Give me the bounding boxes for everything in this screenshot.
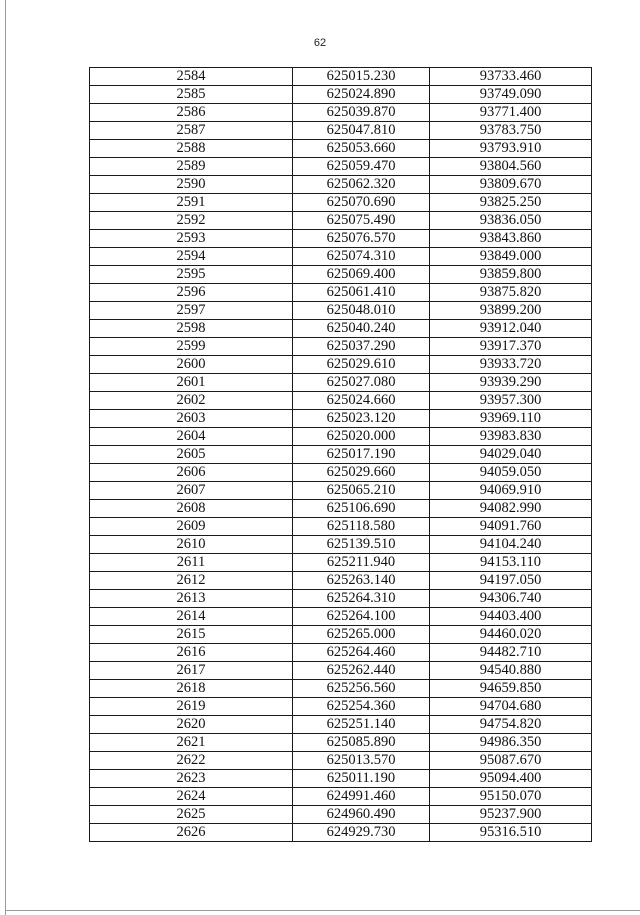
x-coordinate-cell: 625013.570 — [293, 752, 430, 770]
table-row — [90, 428, 592, 446]
y-coordinate-cell: 94091.760 — [430, 518, 592, 536]
x-coordinate-cell: 625118.580 — [293, 518, 430, 536]
point-number-cell: 2587 — [90, 122, 293, 140]
x-coordinate-cell: 625065.210 — [293, 482, 430, 500]
y-coordinate-cell: 94754.820 — [430, 716, 592, 734]
x-coordinate-cell: 625074.310 — [293, 248, 430, 266]
x-coordinate-cell: 625069.400 — [293, 266, 430, 284]
x-coordinate-cell: 625085.890 — [293, 734, 430, 752]
point-number-cell: 2612 — [90, 572, 293, 590]
table-row — [90, 770, 592, 788]
x-coordinate-cell: 625053.660 — [293, 140, 430, 158]
table-row — [90, 122, 592, 140]
x-coordinate-cell: 625264.460 — [293, 644, 430, 662]
y-coordinate-cell: 93983.830 — [430, 428, 592, 446]
x-coordinate-cell: 625027.080 — [293, 374, 430, 392]
point-number-cell: 2611 — [90, 554, 293, 572]
y-coordinate-cell: 93836.050 — [430, 212, 592, 230]
point-number-cell: 2598 — [90, 320, 293, 338]
table-row — [90, 554, 592, 572]
point-number-cell: 2592 — [90, 212, 293, 230]
page-number: 62 — [313, 37, 327, 49]
y-coordinate-cell: 93825.250 — [430, 194, 592, 212]
table-row — [90, 464, 592, 482]
y-coordinate-cell: 93969.110 — [430, 410, 592, 428]
point-number-cell: 2601 — [90, 374, 293, 392]
y-coordinate-cell: 93809.670 — [430, 176, 592, 194]
x-coordinate-cell: 625059.470 — [293, 158, 430, 176]
table-row — [90, 482, 592, 500]
y-coordinate-cell: 94059.050 — [430, 464, 592, 482]
table-row — [90, 662, 592, 680]
x-coordinate-cell: 625037.290 — [293, 338, 430, 356]
point-number-cell: 2610 — [90, 536, 293, 554]
y-coordinate-cell: 93957.300 — [430, 392, 592, 410]
x-coordinate-cell: 625251.140 — [293, 716, 430, 734]
point-number-cell: 2626 — [90, 824, 293, 842]
y-coordinate-cell: 94704.680 — [430, 698, 592, 716]
table-row — [90, 446, 592, 464]
table-row — [90, 626, 592, 644]
point-number-cell: 2609 — [90, 518, 293, 536]
table-row — [90, 572, 592, 590]
point-number-cell: 2624 — [90, 788, 293, 806]
table-row — [90, 284, 592, 302]
x-coordinate-cell: 625062.320 — [293, 176, 430, 194]
y-coordinate-cell: 93917.370 — [430, 338, 592, 356]
point-number-cell: 2597 — [90, 302, 293, 320]
table-row — [90, 500, 592, 518]
y-coordinate-cell: 93939.290 — [430, 374, 592, 392]
x-coordinate-cell: 625029.660 — [293, 464, 430, 482]
point-number-cell: 2585 — [90, 86, 293, 104]
point-number-cell: 2588 — [90, 140, 293, 158]
point-number-cell: 2589 — [90, 158, 293, 176]
table-row — [90, 68, 592, 86]
point-number-cell: 2590 — [90, 176, 293, 194]
x-coordinate-cell: 625024.660 — [293, 392, 430, 410]
table-row — [90, 518, 592, 536]
y-coordinate-cell: 93783.750 — [430, 122, 592, 140]
point-number-cell: 2596 — [90, 284, 293, 302]
y-coordinate-cell: 95087.670 — [430, 752, 592, 770]
table-row — [90, 140, 592, 158]
y-coordinate-cell: 95316.510 — [430, 824, 592, 842]
table-row — [90, 806, 592, 824]
x-coordinate-cell: 624929.730 — [293, 824, 430, 842]
y-coordinate-cell: 94403.400 — [430, 608, 592, 626]
point-number-cell: 2599 — [90, 338, 293, 356]
y-coordinate-cell: 95237.900 — [430, 806, 592, 824]
point-number-cell: 2595 — [90, 266, 293, 284]
point-number-cell: 2621 — [90, 734, 293, 752]
y-coordinate-cell: 94197.050 — [430, 572, 592, 590]
y-coordinate-cell: 94069.910 — [430, 482, 592, 500]
y-coordinate-cell: 93749.090 — [430, 86, 592, 104]
y-coordinate-cell: 94306.740 — [430, 590, 592, 608]
table-row — [90, 590, 592, 608]
x-coordinate-cell: 625211.940 — [293, 554, 430, 572]
y-coordinate-cell: 94082.990 — [430, 500, 592, 518]
x-coordinate-cell: 625020.000 — [293, 428, 430, 446]
coordinates-table-body — [90, 68, 592, 842]
table-row — [90, 356, 592, 374]
x-coordinate-cell: 625254.360 — [293, 698, 430, 716]
y-coordinate-cell: 94104.240 — [430, 536, 592, 554]
point-number-cell: 2606 — [90, 464, 293, 482]
y-coordinate-cell: 95094.400 — [430, 770, 592, 788]
x-coordinate-cell: 625039.870 — [293, 104, 430, 122]
point-number-cell: 2623 — [90, 770, 293, 788]
x-coordinate-cell: 625015.230 — [293, 68, 430, 86]
table-row — [90, 410, 592, 428]
x-coordinate-cell: 624991.460 — [293, 788, 430, 806]
scan-edge-bottom — [5, 910, 640, 911]
table-row — [90, 320, 592, 338]
x-coordinate-cell: 625061.410 — [293, 284, 430, 302]
coordinates-table — [89, 67, 592, 842]
y-coordinate-cell: 93899.200 — [430, 302, 592, 320]
x-coordinate-cell: 625024.890 — [293, 86, 430, 104]
x-coordinate-cell: 625047.810 — [293, 122, 430, 140]
point-number-cell: 2616 — [90, 644, 293, 662]
table-row — [90, 230, 592, 248]
point-number-cell: 2608 — [90, 500, 293, 518]
x-coordinate-cell: 625011.190 — [293, 770, 430, 788]
point-number-cell: 2594 — [90, 248, 293, 266]
table-row — [90, 194, 592, 212]
point-number-cell: 2600 — [90, 356, 293, 374]
table-row — [90, 374, 592, 392]
point-number-cell: 2604 — [90, 428, 293, 446]
point-number-cell: 2615 — [90, 626, 293, 644]
table-row — [90, 644, 592, 662]
y-coordinate-cell: 93804.560 — [430, 158, 592, 176]
table-row — [90, 302, 592, 320]
point-number-cell: 2603 — [90, 410, 293, 428]
x-coordinate-cell: 625070.690 — [293, 194, 430, 212]
table-row — [90, 266, 592, 284]
x-coordinate-cell: 625017.190 — [293, 446, 430, 464]
y-coordinate-cell: 93849.000 — [430, 248, 592, 266]
table-row — [90, 176, 592, 194]
x-coordinate-cell: 625264.100 — [293, 608, 430, 626]
y-coordinate-cell: 95150.070 — [430, 788, 592, 806]
point-number-cell: 2617 — [90, 662, 293, 680]
y-coordinate-cell: 94482.710 — [430, 644, 592, 662]
x-coordinate-cell: 625075.490 — [293, 212, 430, 230]
y-coordinate-cell: 94540.880 — [430, 662, 592, 680]
y-coordinate-cell: 94153.110 — [430, 554, 592, 572]
x-coordinate-cell: 625076.570 — [293, 230, 430, 248]
y-coordinate-cell: 93933.720 — [430, 356, 592, 374]
point-number-cell: 2591 — [90, 194, 293, 212]
x-coordinate-cell: 625029.610 — [293, 356, 430, 374]
point-number-cell: 2593 — [90, 230, 293, 248]
point-number-cell: 2613 — [90, 590, 293, 608]
table-row — [90, 248, 592, 266]
y-coordinate-cell: 94659.850 — [430, 680, 592, 698]
table-row — [90, 86, 592, 104]
table-row — [90, 824, 592, 842]
x-coordinate-cell: 625106.690 — [293, 500, 430, 518]
point-number-cell: 2586 — [90, 104, 293, 122]
point-number-cell: 2619 — [90, 698, 293, 716]
point-number-cell: 2602 — [90, 392, 293, 410]
table-row — [90, 392, 592, 410]
table-row — [90, 698, 592, 716]
x-coordinate-cell: 625256.560 — [293, 680, 430, 698]
y-coordinate-cell: 93793.910 — [430, 140, 592, 158]
y-coordinate-cell: 93875.820 — [430, 284, 592, 302]
x-coordinate-cell: 625262.440 — [293, 662, 430, 680]
point-number-cell: 2622 — [90, 752, 293, 770]
point-number-cell: 2620 — [90, 716, 293, 734]
x-coordinate-cell: 625048.010 — [293, 302, 430, 320]
x-coordinate-cell: 625139.510 — [293, 536, 430, 554]
x-coordinate-cell: 625265.000 — [293, 626, 430, 644]
y-coordinate-cell: 94986.350 — [430, 734, 592, 752]
scan-edge-left — [5, 0, 6, 915]
table-row — [90, 212, 592, 230]
x-coordinate-cell: 624960.490 — [293, 806, 430, 824]
table-row — [90, 608, 592, 626]
y-coordinate-cell: 93843.860 — [430, 230, 592, 248]
table-row — [90, 752, 592, 770]
x-coordinate-cell: 625264.310 — [293, 590, 430, 608]
y-coordinate-cell: 94029.040 — [430, 446, 592, 464]
y-coordinate-cell: 93859.800 — [430, 266, 592, 284]
coordinates-table-container — [89, 67, 592, 842]
point-number-cell: 2614 — [90, 608, 293, 626]
table-row — [90, 734, 592, 752]
y-coordinate-cell: 94460.020 — [430, 626, 592, 644]
point-number-cell: 2625 — [90, 806, 293, 824]
table-row — [90, 716, 592, 734]
point-number-cell: 2605 — [90, 446, 293, 464]
point-number-cell: 2584 — [90, 68, 293, 86]
table-row — [90, 680, 592, 698]
table-row — [90, 104, 592, 122]
x-coordinate-cell: 625263.140 — [293, 572, 430, 590]
table-row — [90, 536, 592, 554]
y-coordinate-cell: 93733.460 — [430, 68, 592, 86]
y-coordinate-cell: 93912.040 — [430, 320, 592, 338]
point-number-cell: 2618 — [90, 680, 293, 698]
x-coordinate-cell: 625023.120 — [293, 410, 430, 428]
table-row — [90, 158, 592, 176]
table-row — [90, 338, 592, 356]
y-coordinate-cell: 93771.400 — [430, 104, 592, 122]
x-coordinate-cell: 625040.240 — [293, 320, 430, 338]
table-row — [90, 788, 592, 806]
point-number-cell: 2607 — [90, 482, 293, 500]
